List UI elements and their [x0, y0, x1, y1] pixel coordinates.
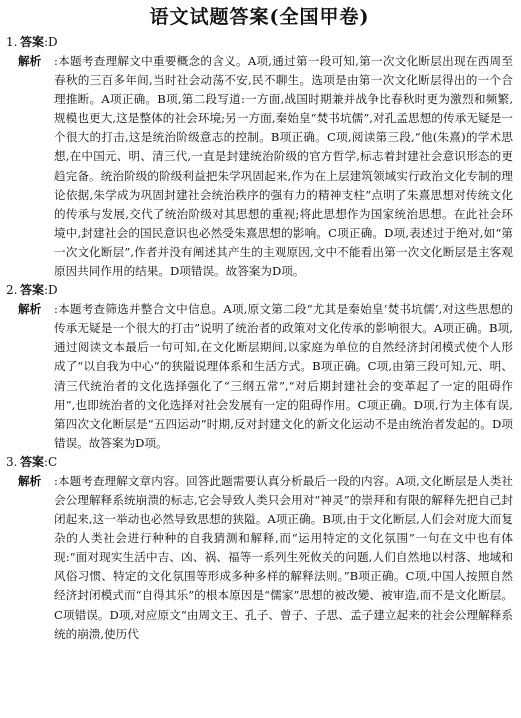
answer-label: 答案 [20, 283, 45, 298]
question-number: 1. [6, 35, 18, 49]
page-title: 语文试题答案(全国甲卷) [149, 6, 370, 28]
answer-value: :C [44, 454, 58, 469]
question-number: 3. [6, 454, 18, 469]
answer-label: 答案 [20, 35, 45, 49]
question-1 [6, 33, 513, 281]
analysis-block [6, 300, 513, 453]
analysis-block [6, 52, 513, 281]
analysis-label: 解析 [18, 54, 42, 68]
question-2 [6, 281, 513, 453]
analysis-text: :本题考查筛选并整合文中信息。A项,原文第二段“尤其是秦始皇‘焚书坑儒’,对这些思想的传承无疑是一个很大的打击”说明了统治者的政策对文化传承的影响很大。A项正确。B项,通过阅读文本最后一句可知,在文化断层期间,以家庭为单位的自然经济封闭模式使个人形成了“以自我为中心”的狭隘说理体系和生活方式。B项正确。C项,由第三段可知,元、明、清三代统治者的文化选择强化了“三纲五常”,“对后期封建社会的变革起了一定的阻碍作用”,也即统治者的文化选择对社会发展有一定的阻碍作用。C项正确。D项,行为主体有误,第四次文化断层是“五四运动”时期,反对封建文化的新文化运动不是由统治者发起的。D项错误。故答案为D项。 [54, 302, 513, 450]
answer-line [6, 453, 513, 472]
question-number: 2. [6, 283, 18, 298]
question-3 [6, 453, 513, 644]
analysis-label: 解析 [18, 302, 42, 317]
answer-line [6, 281, 513, 300]
answer-line [6, 33, 513, 52]
answer-value: :D [44, 35, 58, 49]
answer-label: 答案 [20, 454, 45, 469]
analysis-block [6, 472, 513, 644]
analysis-label: 解析 [18, 473, 42, 488]
analysis-text: :本题考查理解文章内容。回答此题需要认真分析最后一段的内容。A项,文化断层是人类社会公理解释系统崩溃的标志,它会导致人类只会用对“神灵”的崇拜和有限的解释先把自己封闭起来,这一举动也必然导致思想的狭隘。A项正确。B项,由于文化断层,人们会对庞大而复杂的人类社会进行种种的自我猜测和解释,而“运用特定的文化氛围”一句在文中也有体现:“面对现实生活中吉、凶、祸、福等一系列生死攸关的问题,人们自然地以村落、地域和风俗习惯、特定的文化氛围等形成多种多样的解释法则。”B项正确。C项,中国人按照自然经济封闭模式而“自得其乐”的根本原因是“儒家”思想的被改變、被审造,而不是文化断层。C项错误。D项,对应原文“由周文王、孔子、曾子、子思、孟子建立起来的社会公理解释系统的崩溃,使历代 [54, 473, 513, 641]
analysis-text: :本题考查理解文中重要概念的含义。A项,通过第一段可知,第一次文化断层出现在西周至春秋的三百多年间,当时社会动荡不安,民不聊生。选项是由第一次文化断层得出的一个合理推断。A项正确。B项,第二段写道:一方面,战国时期兼并战争比春秋时更为激烈和频繁,规模也更大,这是整体的社会环境;另一方面,秦始皇“焚书坑儒”,对孔孟思想的传承无疑是一个很大的打击,这是统治阶级意志的控制。B项正确。C项,阅读第三段,“他(朱熹)的学术思想,在中国元、明、清三代,一直是封建统治阶级的官方哲学,标志着封建社会意识形态的更趋完备。统治阶级的阶级利益把朱学巩固起来,作为在上层建筑领域实行政治文化专制的理论依据,朱学成为巩固封建社会统治秩序的强有力的精神支柱”点明了朱熹思想对传统文化的传承与发展,交代了统治阶级对其思想的重视;将此思想作为国家统治思想。在此社会环境中,封建社会的国民意识也必然受朱熹思想的影响。C项正确。D项,表述过于绝对,如“第一次文化断层”,作者并没有阐述其产生的主观原因,文中不能看出第一次文化断层是主客观原因共同作用的结果。D项错误。故答案为D项。 [54, 54, 513, 279]
answer-value: :D [44, 283, 58, 298]
